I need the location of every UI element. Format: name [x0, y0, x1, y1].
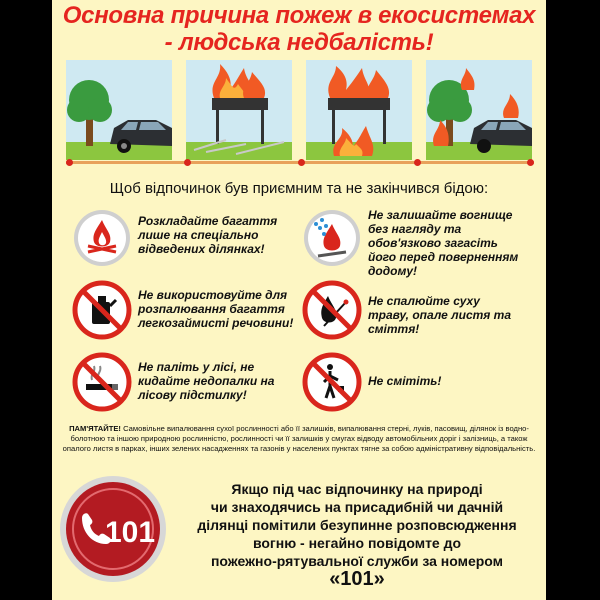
timeline-dot — [184, 159, 191, 166]
timeline-dot — [298, 159, 305, 166]
no-smoking-icon — [72, 352, 132, 412]
emergency-line: чи знаходячись на присадибній чи дачній — [210, 499, 504, 515]
timeline-dot — [414, 159, 421, 166]
emergency-number: «101» — [329, 568, 385, 590]
emergency-text — [176, 480, 538, 588]
legal-note — [60, 424, 538, 455]
panel-tree-and-car — [66, 60, 172, 160]
rule-text: Не використовуйте для розпалювання багаття легкозаймисті речовини! — [138, 288, 294, 330]
panel-grass-fire — [306, 60, 412, 160]
grill-fire-illustration — [186, 60, 292, 160]
panel-grill-fire — [186, 60, 292, 160]
illustration-strip — [66, 60, 534, 160]
poster-title — [52, 2, 546, 56]
emergency-section — [52, 468, 546, 600]
emergency-line: Якщо під час відпочинку на природі — [231, 481, 483, 497]
emergency-line: пожежно-рятувальної служби за номером — [210, 553, 504, 569]
rule-text: Не залишайте вогнище без нагляду та обов'язково загасіть його перед поверненням додому! — [368, 208, 519, 278]
rule-text: Не паліть у лісі, не кидайте недопалки на лісову підстилку! — [138, 360, 275, 402]
title-line-1: Основна причина пожеж в екосистемах — [62, 2, 536, 29]
timeline-dot — [527, 159, 534, 166]
grass-fire-illustration — [306, 60, 412, 160]
extinguish-fire-icon — [302, 208, 362, 268]
fire-safety-poster — [52, 0, 546, 600]
emergency-line: ділянці помітили безупинне розповсюдження — [197, 517, 517, 533]
rule-text: Не спалюйте суху траву, опале листя та сміття! — [368, 294, 512, 336]
note-lead: ПАМ'ЯТАЙТЕ! — [69, 424, 121, 433]
tree-car-illustration — [66, 60, 172, 160]
rule-text: Не смітіть! — [368, 374, 442, 388]
title-line-2: - людська недбалість! — [164, 29, 434, 56]
no-burning-icon — [302, 280, 362, 340]
no-littering-icon — [302, 352, 362, 412]
emergency-101-badge — [58, 474, 168, 584]
rule-text: Розкладайте багаття лише на спеціально відведених ділянках! — [138, 214, 278, 256]
campfire-icon — [72, 208, 132, 268]
timeline — [66, 160, 534, 166]
intro-text: Щоб відпочинок був приємним та не закінчився бідою: — [109, 180, 489, 197]
panel-tree-car-fire — [426, 60, 532, 160]
no-flammable-liquids-icon — [72, 280, 132, 340]
tree-car-fire-illustration — [426, 60, 532, 160]
emergency-line: вогню - негайно повідомте до — [252, 535, 462, 551]
note-body: Самовільне випалювання сухої рослинності або її залишків, випалювання стерні, луків, пасовищ, ділянок із водно-болотною та іншою природною рослинністю, рослинності чи її залишків у смугах відводу автомобільних доріг і залізниць, а також опалого листя в парках, інших зелених насадженнях та газонів у населених пунктах тягне за собою адміністративну відповідальність. — [62, 424, 536, 454]
timeline-dot — [66, 159, 73, 166]
badge-number: 101 — [104, 516, 156, 549]
